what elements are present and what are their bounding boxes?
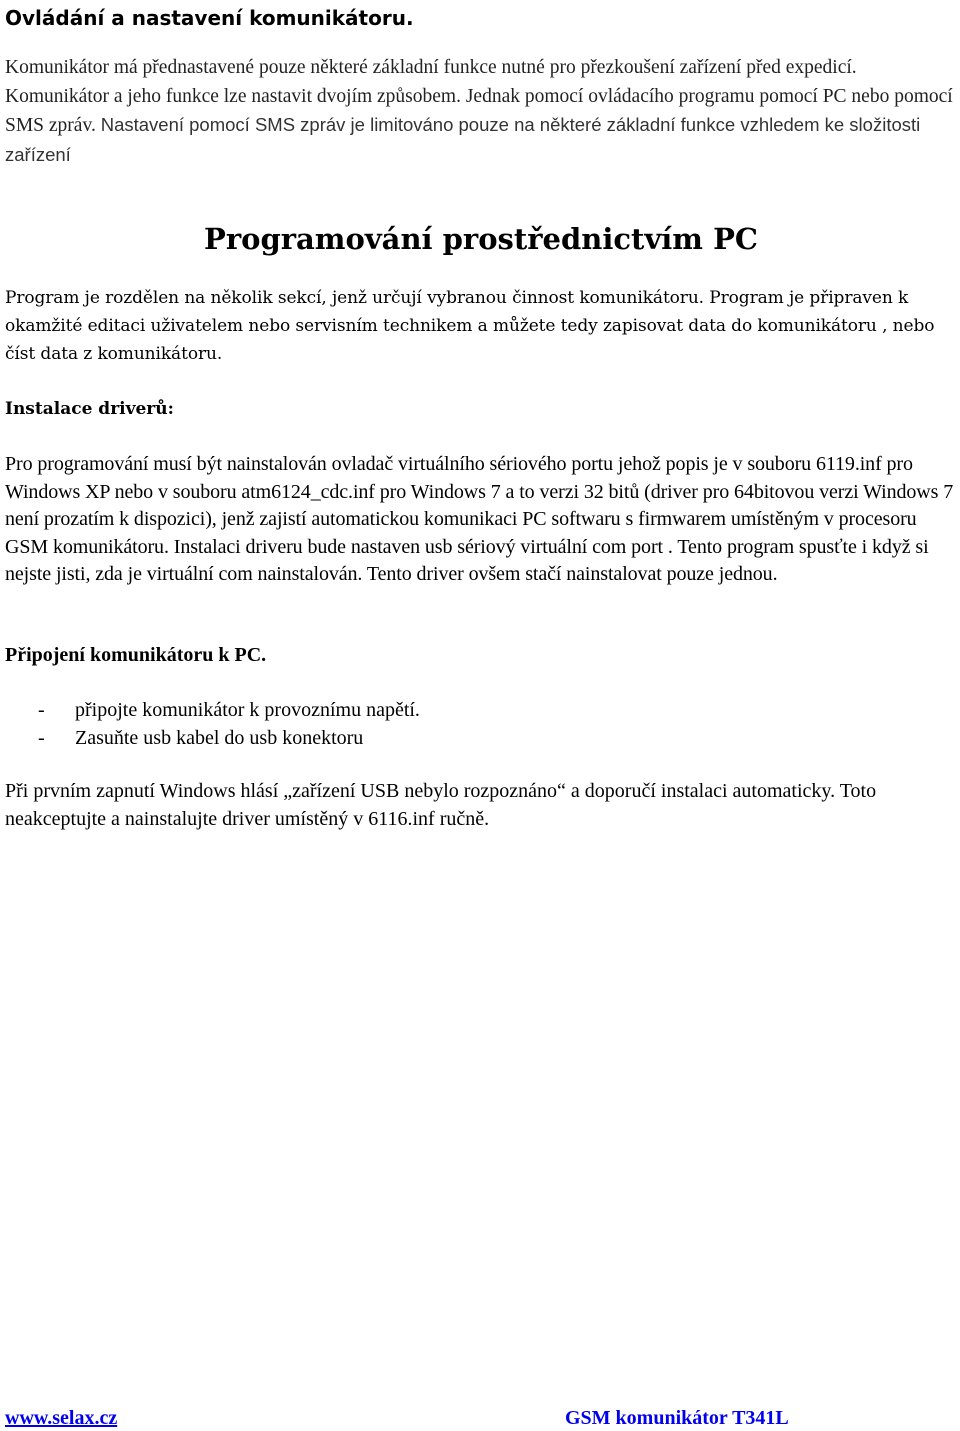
windows-note-paragraph: Při prvním zapnutí Windows hlásí „zařízení USB nebylo rozpoznáno“ a doporučí instalaci automaticky. Toto neakceptujte a nainstalujte driver umístěný v 6116.inf ručně.	[5, 780, 877, 830]
intro-text-part1: Komunikátor má přednastavené pouze některé základní funkce nutné pro přezkoušení zařízení před expedicí. Komunikátor a jeho funkce lze nastavit dvojím způsobem. Jednak pomocí ovládacího programu pomocí PC nebo pomocí SMS zpráv.	[5, 57, 953, 136]
drivers-paragraph: Pro programování musí být nainstalován ovladač virtuálního sériového portu jehož popis je v souboru 6119.inf pro Windows XP nebo v souboru atm6124_cdc.inf pro Windows 7 a to verzi 32 bitů (driver pro 64bitovou verzi Windows 7 není prozatím k dispozici), jenž zajistí automatickou komunikaci PC softwaru s firmwarem umístěným v procesoru GSM komunikátoru. Instalaci driveru bude nastaven usb sériový virtuální com port . Tento program spusťte i když si nejste jisti, zda je virtuální com nainstalován. Tento driver ovšem stačí nainstalovat pouze jednou.	[5, 453, 954, 585]
footer-product-name: GSM komunikátor T341L	[565, 1407, 789, 1429]
list-item	[5, 696, 420, 724]
list-item	[5, 724, 420, 752]
list-bullet: -	[38, 699, 45, 721]
intro-text-part2: Nastavení pomocí SMS zpráv je limitováno pouze na některé základní funkce vzhledem ke složitosti zařízení	[5, 114, 921, 165]
intro-paragraph	[5, 54, 957, 170]
section-heading-pc-programming: Programování prostřednictvím PC	[204, 222, 758, 256]
step-text: Zasuňte usb kabel do usb konektoru	[75, 727, 364, 749]
website-link[interactable]: www.selax.cz	[5, 1407, 118, 1429]
connect-heading: Připojení komunikátoru k PC.	[5, 644, 267, 666]
drivers-heading: Instalace driverů:	[5, 399, 174, 419]
step-text: připojte komunikátor k provoznímu napětí.	[75, 699, 420, 721]
program-description: Program je rozdělen na několik sekcí, jenž určují vybranou činnost komunikátoru. Program je připraven k okamžité editaci uživatelem nebo servisním technikem a můžete tedy zapisovat data do komunikátoru , nebo číst data z komunikátoru.	[5, 288, 935, 364]
list-bullet: -	[38, 727, 45, 749]
connection-steps-list	[5, 696, 420, 752]
document-title: Ovládání a nastavení komunikátoru.	[5, 6, 414, 30]
